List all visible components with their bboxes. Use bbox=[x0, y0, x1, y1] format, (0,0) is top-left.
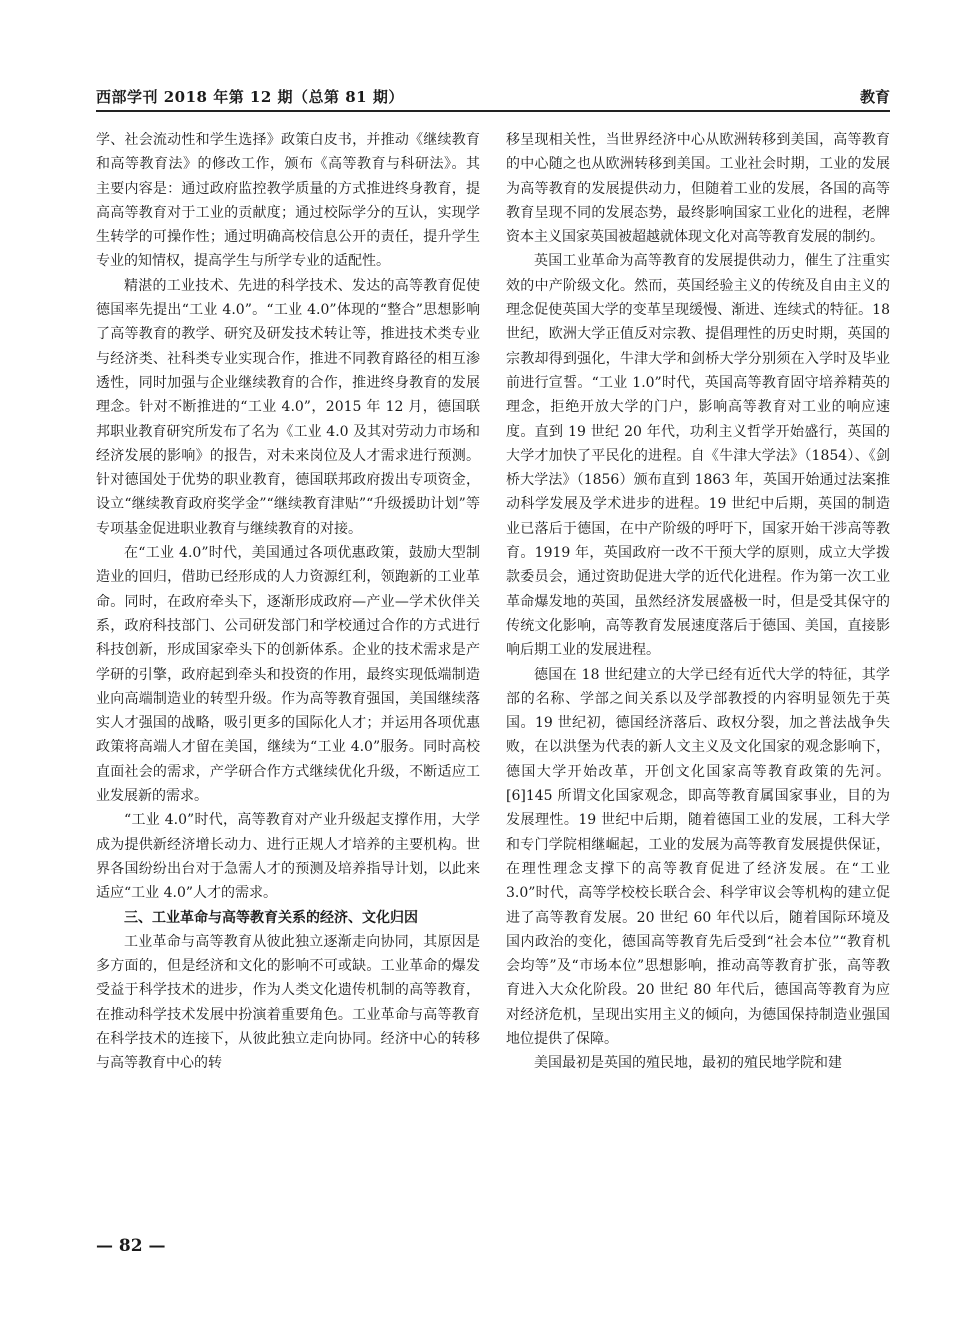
paragraph: 美国最初是英国的殖民地，最初的殖民地学院和建 bbox=[534, 1055, 842, 1072]
right-column bbox=[506, 128, 890, 1076]
paragraph: 工业革命与高等教育从彼此独立逐渐走向协同，其原因是多方面的，但是经济和文化的影响不可或缺。工业革命的爆发受益于科学技术的进步，作为人类文化遗传机制的高等教育，在推动科学技术发展中扮演着重要角色。工业革命与高等教育在科学技术的连接下，从彼此独立走向协同。经济中心的转移与高等教育中心的转 bbox=[96, 933, 480, 1072]
section-heading: 三、工业革命与高等教育关系的经济、文化归因 bbox=[124, 909, 418, 926]
page-number: — 82 — bbox=[96, 1236, 166, 1256]
paragraph: 学、社会流动性和学生选择》政策白皮书，并推动《继续教育和高等教育法》的修改工作，颁布《高等教育与科研法》。其主要内容是：通过政府监控教学质量的方式推进终身教育，提高高等教育对于工业的贡献度；通过校际学分的互认，实现学生转学的可操作性；通过明确高校信息公开的责任，提升学生专业的知情权，提高学生与所学专业的适配性。 bbox=[96, 132, 480, 270]
running-header bbox=[96, 86, 890, 112]
section-label: 教育 bbox=[859, 88, 890, 106]
paragraph: 精湛的工业技术、先进的科学技术、发达的高等教育促使德国率先提出“工业 4.0”。“工业 4.0”体现的“整合”思想影响了高等教育的教学、研究及研发技术转让等，推进技术类专业与经济类、社科类专业实现合作，推进不同教育路径的相互渗透性，同时加强与企业继续教育的合作，推进终身教育的发展理念。针对不断推进的“工业 4.0”，2015 年 12 月，德国联邦职业教育研究所发布了名为《工业 4.0 及其对劳动力市场和经济发展的影响》的报告，对未来岗位及人才需求进行预测。针对德国处于优势的职业教育，德国联邦政府拨出专项资金，设立“继续教育政府奖学金”“继续教育津贴”“升级援助计划”等专项基金促进职业教育与继续教育的对接。 bbox=[96, 277, 480, 537]
paragraph: 在“工业 4.0”时代，美国通过各项优惠政策，鼓励大型制造业的回归，借助已经形成的人力资源红利，领跑新的工业革命。同时，在政府牵头下，逐渐形成政府—产业—学术伙伴关系，政府科技部门、公司研发部门和学校通过合作的方式进行科技创新，形成国家牵头下的创新体系。企业的技术需求是产学研的引擎，政府起到牵头和投资的作用，最终实现低端制造业向高端制造业的转型升级。作为高等教育强国，美国继续落实人才强国的战略，吸引更多的国际化人才；并运用各项优惠政策将高端人才留在美国，继续为“工业 4.0”服务。同时高校直面社会的需求，产学研合作方式继续优化升级，不断适应工业发展新的需求。 bbox=[96, 545, 480, 805]
header-rule bbox=[96, 110, 890, 112]
paragraph: 德国在 18 世纪建立的大学已经有近代大学的特征，其学部的名称、学部之间关系以及学部教授的内容明显领先于英国。19 世纪初，德国经济落后、政权分裂，加之普法战争失败，在以洪堡为代表的新人文主义及文化国家的观念影响下，德国大学开始改革，开创文化国家高等教育政策的先河。[6]145 所谓文化国家观念，即高等教育属国家事业，目的为发展理性。19 世纪中后期，随着德国工业的发展，工科大学和专门学院相继崛起，工业的发展为高等教育发展提供保证，在理性理念支撑下的高等教育促进了经济发展。在“工业 3.0”时代，高等学校校长联合会、科学审议会等机构的建立促进了高等教育发展。20 世纪 60 年代以后，随着国际环境及国内政治的变化，德国高等教育先后受到“社会本位”“教育机会均等”及“市场本位”思想影响，推动高等教育扩张，高等教育进入大众化阶段。20 世纪 80 年代后，德国高等教育为应对经济危机，呈现出实用主义的倾向，为德国保持制造业强国地位提供了保障。 bbox=[506, 666, 890, 1047]
paragraph: 英国工业革命为高等教育的发展提供动力，催生了注重实效的中产阶级文化。然而，英国经验主义的传统及自由主义的理念促使英国大学的变革呈现缓慢、渐进、连续式的特征。18 世纪，欧洲大学正值反对宗教、提倡理性的历史时期，英国的宗教却得到强化，牛津大学和剑桥大学分别须在入学时及毕业前进行宣誓。“工业 1.0”时代，英国高等教育固守培养精英的理念，拒绝开放大学的门户，影响高等教育对工业的响应速度。直到 19 世纪 20 年代，功利主义哲学开始盛行，英国的大学才加快了平民化的进程。自《牛津大学法》（1854）、《剑桥大学法》（1856）颁布直到 1863 年，英国开始通过法案推动科学发展及学术进步的进程。19 世纪中后期，英国的制造业已落后于德国，在中产阶级的呼吁下，国家开始干涉高等教育。1919 年，英国政府一改不干预大学的原则，成立大学拨款委员会，通过资助促进大学的近代化进程。作为第一次工业革命爆发地的英国，虽然经济发展盛极一时，但是受其保守的传统文化影响，高等教育发展速度落后于德国、美国，直接影响后期工业的发展进程。 bbox=[506, 253, 890, 659]
paragraph: “工业 4.0”时代，高等教育对产业升级起支撑作用，大学成为提供新经济增长动力、进行正规人才培养的主要机构。世界各国纷纷出台对于急需人才的预测及培养指导计划，以此来适应“工业 4.0”人才的需求。 bbox=[96, 812, 480, 902]
journal-issue: 西部学刊 2018 年第 12 期（总第 81 期） bbox=[96, 88, 404, 106]
left-column bbox=[96, 128, 480, 1076]
paragraph: 移呈现相关性，当世界经济中心从欧洲转移到美国，高等教育的中心随之也从欧洲转移到美国。工业社会时期，工业的发展为高等教育的发展提供动力，但随着工业的发展，各国的高等教育呈现不同的发展态势，最终影响国家工业化的进程，老牌资本主义国家英国被超越就体现文化对高等教育发展的制约。 bbox=[506, 132, 890, 246]
